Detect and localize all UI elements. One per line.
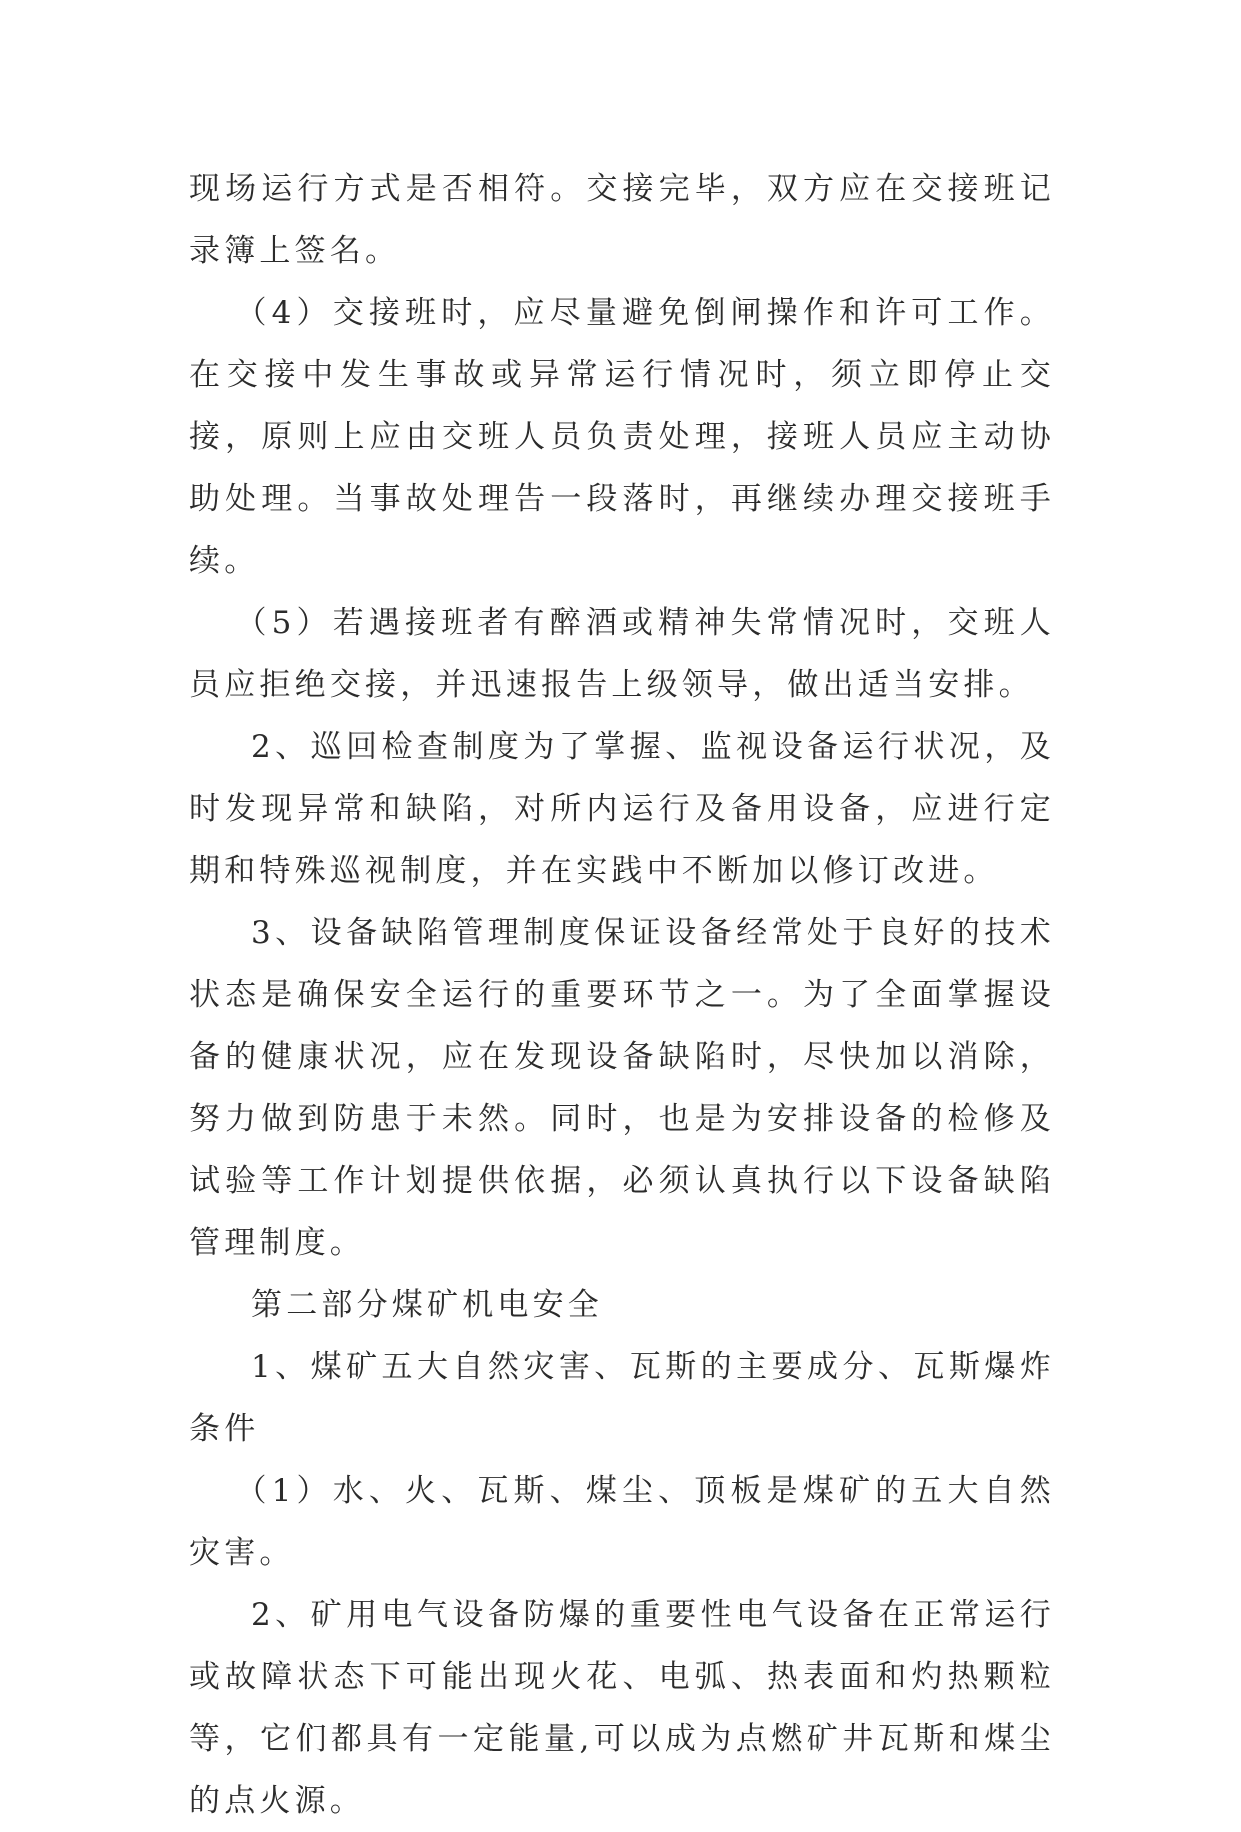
paragraph-patrol-inspection: 2、巡回检查制度为了掌握、监视设备运行状况，及时发现异常和缺陷，对所内运行及备用设备，应进行定期和特殊巡视制度，并在实践中不断加以修订改进。 [189, 729, 1055, 889]
paragraph-defect-management: 3、设备缺陷管理制度保证设备经常处于良好的技术状态是确保安全运行的重要环节之一。为了全面掌握设备的健康状况，应在发现设备缺陷时，尽快加以消除，努力做到防患于未然。同时，也是为安排设备的检修及试验等工作计划提供依据，必须认真执行以下设备缺陷管理制度。 [189, 915, 1055, 1261]
paragraph-item-5: （5）若遇接班者有醉酒或精神失常情况时，交班人员应拒绝交接，并迅速报告上级领导，做出适当安排。 [189, 605, 1055, 703]
section-heading: 第二部分煤矿机电安全 [251, 1287, 603, 1323]
paragraph-explosion-proof: 2、矿用电气设备防爆的重要性电气设备在正常运行或故障状态下可能出现火花、电弧、热表面和灼热颗粒等，它们都具有一定能量,可以成为点燃矿井瓦斯和煤尘的点火源。 [189, 1597, 1055, 1819]
paragraph-item-1: （1）水、火、瓦斯、煤尘、顶板是煤矿的五大自然灾害。 [189, 1473, 1055, 1571]
paragraph-item-4: （4）交接班时，应尽量避免倒闸操作和许可工作。在交接中发生事故或异常运行情况时，须立即停止交接，原则上应由交班人员负责处理，接班人员应主动协助处理。当事故处理告一段落时，再继续办理交接班手续。 [189, 295, 1055, 579]
document-body [189, 158, 1055, 1832]
paragraph-coal-mine-hazards: 1、煤矿五大自然灾害、瓦斯的主要成分、瓦斯爆炸条件 [189, 1349, 1055, 1447]
paragraph-continuation: 现场运行方式是否相符。交接完毕，双方应在交接班记录簿上签名。 [189, 171, 1055, 269]
